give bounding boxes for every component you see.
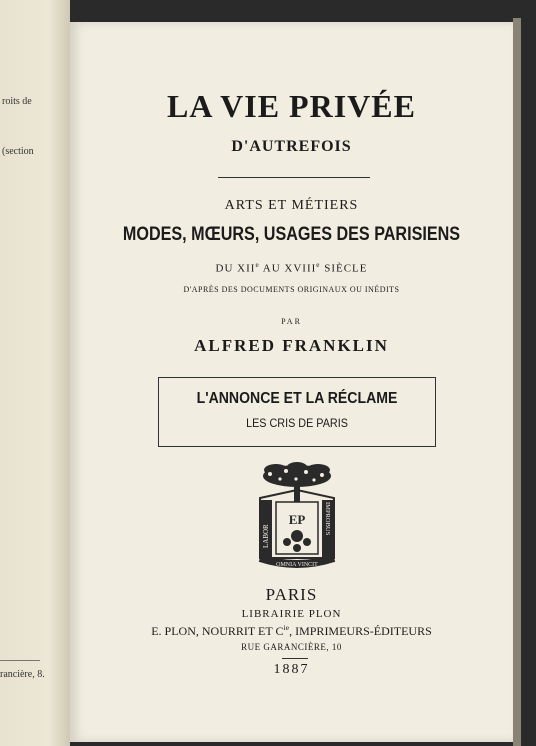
printers: E. PLON, NOURRIT ET $C^{ie}$, IMPRIMEURS-ÉDITEURS bbox=[151, 623, 432, 638]
subject-heading: MODES, MŒURS, USAGES DES PARISIENS bbox=[122, 224, 461, 245]
century-line: DU XIIe AU XVIIIe SIÈCLE bbox=[215, 261, 368, 275]
author-name: ALFRED FRANKLIN bbox=[194, 336, 389, 355]
divider bbox=[282, 658, 308, 659]
book-subtitle: D'AUTREFOIS bbox=[231, 138, 352, 155]
volume-title: L'ANNONCE ET LA RÉCLAME bbox=[196, 390, 398, 407]
title-page bbox=[70, 22, 513, 742]
address: RUE GARANCIÈRE, 10 bbox=[241, 642, 342, 652]
book-title: LA VIE PRIVÉE bbox=[167, 88, 416, 124]
left-page-text: (section bbox=[2, 146, 34, 157]
emblem-monogram: EP bbox=[288, 512, 306, 527]
emblem-motto-right: IMPROBUS bbox=[324, 502, 331, 536]
volume-subtitle: LES CRIS DE PARIS bbox=[246, 416, 348, 430]
volume-title-box bbox=[158, 377, 436, 447]
divider bbox=[218, 177, 370, 178]
publisher: LIBRAIRIE PLON bbox=[241, 608, 342, 620]
publication-year: 1887 bbox=[273, 662, 310, 677]
by-line: PAR bbox=[281, 317, 302, 326]
sources-line: D'APRÈS DES DOCUMENTS ORIGINAUX OU INÉDITS bbox=[183, 285, 400, 294]
emblem-motto-left: LABOR bbox=[262, 524, 270, 548]
emblem-motto-bottom: OMNIA VINCIT bbox=[276, 562, 318, 568]
left-page bbox=[0, 0, 70, 746]
subject-line: ARTS ET MÉTIERS bbox=[224, 198, 359, 213]
left-page-rule bbox=[0, 660, 40, 661]
page-edge bbox=[513, 18, 521, 746]
left-page-text: rancière, 8. bbox=[0, 669, 45, 680]
left-page-text: roits de bbox=[2, 96, 32, 107]
publisher-emblem bbox=[256, 462, 338, 572]
city: PARIS bbox=[265, 585, 318, 604]
